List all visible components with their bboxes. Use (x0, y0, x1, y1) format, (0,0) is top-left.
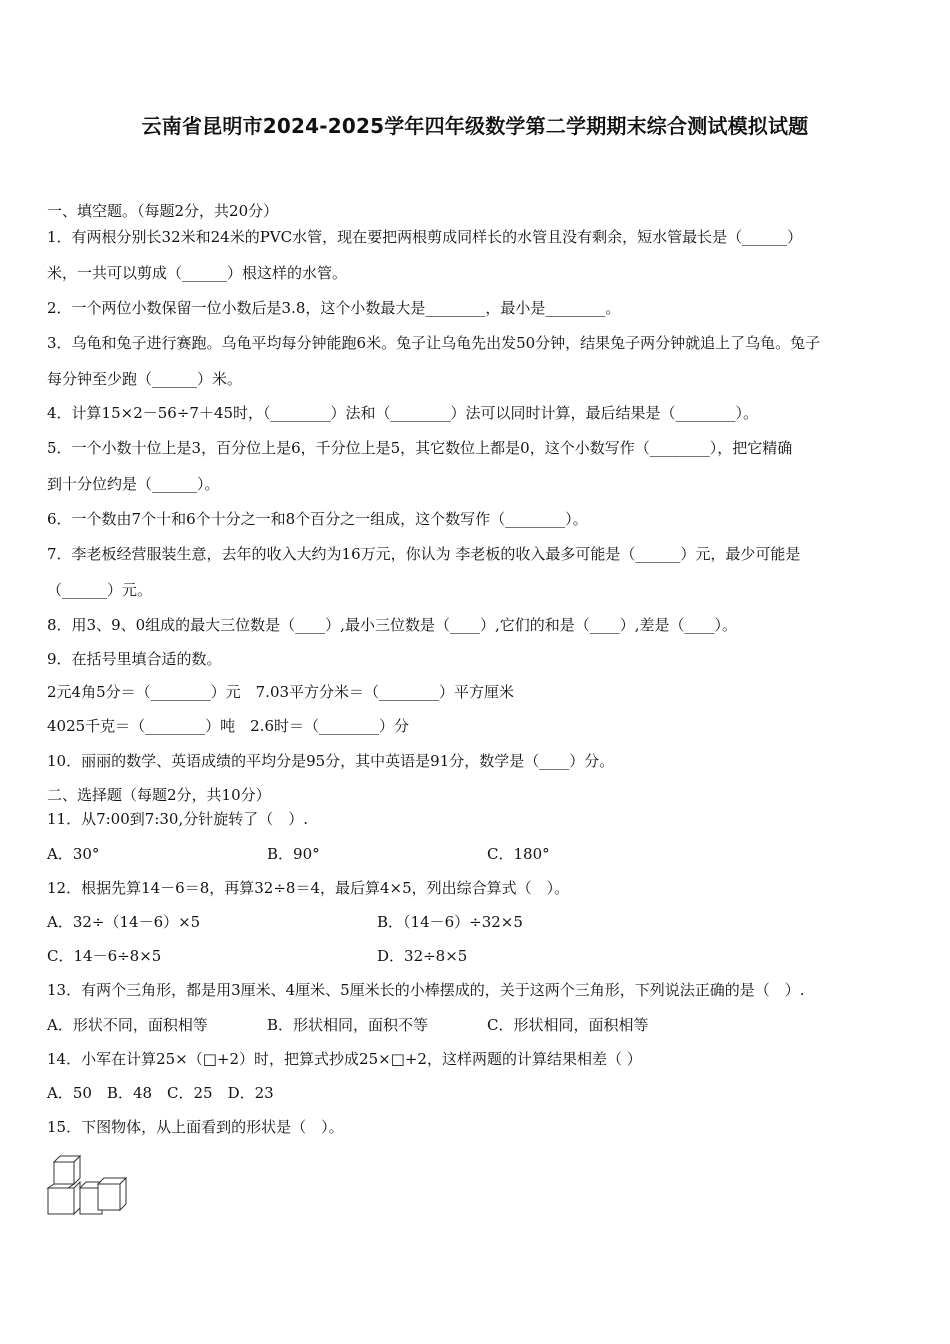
question-5-line-2: 到十分位约是（______）。 (47, 475, 220, 493)
cube-bl-top (48, 1184, 74, 1188)
question-2: 2．一个两位小数保留一位小数后是3.8，这个小数最大是________，最小是________。 (47, 299, 621, 317)
question-15-stem: 15．下图物体，从上面看到的形状是（ ）。 (47, 1118, 344, 1136)
cube-top-front (54, 1162, 74, 1184)
question-7-line-2: （______）元。 (47, 581, 153, 599)
question-3-line-2: 每分钟至少跑（______）米。 (47, 370, 243, 388)
question-11-option-a: A．30° (47, 845, 100, 863)
question-7-line-1: 7．李老板经营服装生意，去年的收入大约为16万元，你认为 李老板的收入最多可能是（______）元，最少可能是 (47, 545, 801, 563)
question-6: 6．一个数由7个十和6个十分之一和8个百分之一组成，这个数写作（________）。 (47, 510, 588, 528)
question-1-line-2: 米，一共可以剪成（______）根这样的水管。 (47, 264, 348, 282)
cube-r-front (98, 1184, 120, 1210)
question-12-option-b: B．（14－6）÷32×5 (377, 913, 523, 931)
question-14-stem: 14．小军在计算25×（□+2）时，把算式抄成25×□+2，这样两题的计算结果相差（ ） (47, 1050, 642, 1068)
question-5-line-1: 5．一个小数十位上是3，百分位上是6，千分位上是5，其它数位上都是0，这个小数写作（________），把它精确 (47, 439, 793, 457)
section-heading-fill-in: 一、填空题。（每题2分，共20分） (47, 202, 279, 220)
question-11-option-c: C．180° (487, 845, 550, 863)
cube-r-side (120, 1178, 126, 1210)
question-12-option-a: A．32÷（14－6）×5 (47, 913, 201, 931)
question-13-option-a: A．形状不同，面积相等 (47, 1016, 208, 1034)
cube-bl-front (48, 1188, 74, 1214)
page-title: 云南省昆明市2024-2025学年四年级数学第二学期期末综合测试模拟试题 (141, 114, 809, 138)
question-3-line-1: 3．乌龟和兔子进行赛跑。乌龟平均每分钟能跑6米。兔子让乌龟先出发50分钟，结果兔子两分钟就追上了乌龟。兔子 (47, 334, 821, 352)
question-9-part-1: 2元4角5分＝（________）元 7.03平方分米＝（________）平方厘米 (47, 683, 515, 701)
question-11-stem: 11．从7:00到7:30,分针旋转了（ ）. (47, 810, 308, 828)
cube-stack-figure (44, 1152, 134, 1218)
question-10: 10．丽丽的数学、英语成绩的平均分是95分，其中英语是91分，数学是（____）分。 (47, 752, 615, 770)
question-13-stem: 13．有两个三角形，都是用3厘米、4厘米、5厘米长的小棒摆成的，关于这两个三角形，下列说法正确的是（ ）. (47, 981, 805, 999)
question-12-option-d: D．32÷8×5 (377, 947, 468, 965)
question-8: 8．用3、9、0组成的最大三位数是（____）,最小三位数是（____）,它们的和是（____）,差是（____）。 (47, 616, 737, 634)
question-1-line-1: 1．有两根分别长32米和24米的PVC水管，现在要把两根剪成同样长的水管且没有剩余，短水管最长是（______） (47, 228, 803, 246)
question-4: 4．计算15×2－56÷7＋45时，（________）法和（________）法可以同时计算，最后结果是（________）。 (47, 404, 759, 422)
question-12-stem: 12．根据先算14－6＝8，再算32÷8＝4，最后算4×5，列出综合算式（ ）。 (47, 879, 570, 897)
question-11-option-b: B．90° (267, 845, 320, 863)
question-9-part-2: 4025千克＝（________）吨 2.6时＝（________）分 (47, 717, 410, 735)
question-9-stem: 9．在括号里填合适的数。 (47, 650, 222, 668)
question-12-option-c: C．14－6÷8×5 (47, 947, 162, 965)
section-heading-choice: 二、选择题（每题2分，共10分） (47, 786, 271, 804)
question-14-options: A．50 B．48 C．25 D．23 (47, 1084, 274, 1102)
question-13-option-c: C．形状相同，面积相等 (487, 1016, 649, 1034)
question-13-option-b: B．形状相同，面积不等 (267, 1016, 429, 1034)
cube-bl-side (74, 1182, 80, 1214)
